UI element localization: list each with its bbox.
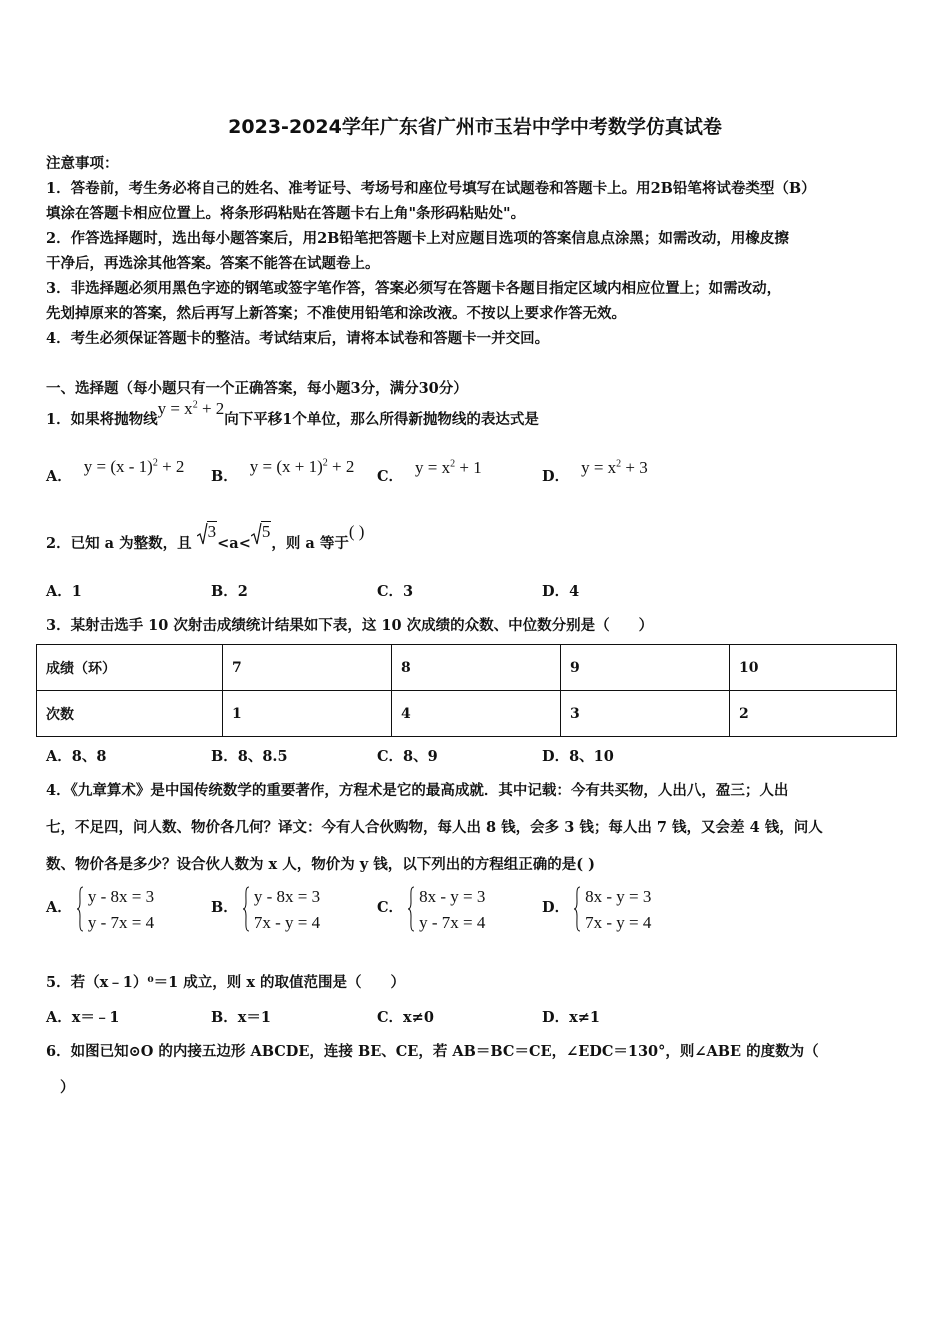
question-4-line: 数、物价各是多少？设合伙人数为 x 人，物价为 y 钱，以下列出的方程组正确的是( ) <box>46 856 596 873</box>
q2-option-b[interactable]: B．2 <box>211 583 248 600</box>
q2-option-a[interactable]: A．1 <box>46 583 82 600</box>
question-3-stem: 3．某射击选手 10 次射击成绩统计结果如下表，这 10 次成绩的众数、中位数分别是（ ） <box>46 617 654 634</box>
q2-option-c[interactable]: C．3 <box>377 583 414 600</box>
table-cell: 8 <box>392 645 561 691</box>
score-table <box>36 644 897 737</box>
notice-line: 干净后，再选涂其他答案。答案不能答在试题卷上。 <box>46 255 380 272</box>
q3-option-b[interactable]: B．8、8.5 <box>211 748 288 765</box>
q5-option-d[interactable]: D．x≠1 <box>542 1009 600 1026</box>
equation-system: y - 8x = 3 y - 7x = 4 <box>77 884 154 936</box>
q4-option-a[interactable]: A． y - 8x = 3 y - 7x = 4 <box>46 884 154 936</box>
q5-option-b[interactable]: B．x＝1 <box>211 1009 271 1026</box>
table-cell: 成绩（环） <box>37 645 223 691</box>
question-6-line: ） <box>60 1079 75 1096</box>
q5-option-c[interactable]: C．x≠0 <box>377 1009 434 1026</box>
equation-system: 8x - y = 3 y - 7x = 4 <box>408 884 485 936</box>
question-4-line: 七，不足四，问人数、物价各几何？译文：今有人合伙购物，每人出 8 钱，会多 3 钱；每人出 7 钱，又会差 4 钱，问人 <box>46 819 823 836</box>
table-row <box>37 645 897 691</box>
question-2-stem: 2．已知 a 为整数，且 3<a< 5，则 a 等于( ) <box>46 522 365 552</box>
q5-option-a[interactable]: A．x＝﹣1 <box>46 1009 120 1026</box>
section-heading: 一、选择题（每小题只有一个正确答案，每小题3分，满分30分） <box>46 380 468 397</box>
notice-line: 先划掉原来的答案，然后再写上新答案；不准使用铅笔和涂改液。不按以上要求作答无效。 <box>46 305 626 322</box>
q1-expression: $y = x^2 + 2$ <box>157 399 225 418</box>
table-cell: 10 <box>730 645 897 691</box>
table-cell: 4 <box>392 691 561 737</box>
question-5-stem: 5．若（x﹣1）⁰＝1 成立，则 x 的取值范围是（ ） <box>46 974 406 991</box>
q3-option-d[interactable]: D．8、10 <box>542 748 614 765</box>
table-cell: 7 <box>223 645 392 691</box>
sqrt-5: 5 <box>251 522 272 542</box>
equation-system: y - 8x = 3 7x - y = 4 <box>243 884 320 936</box>
notice-line: 1．答卷前，考生务必将自己的姓名、准考证号、考场号和座位号填写在试题卷和答题卡上。用2B铅笔将试卷类型（B） <box>46 180 816 197</box>
q1-option-a[interactable]: A．y = (x - 1)$^2$ + 2 <box>46 457 185 485</box>
table-cell: 1 <box>223 691 392 737</box>
notice-line: 2．作答选择题时，选出每小题答案后，用2B铅笔把答题卡上对应题目选项的答案信息点涂黑；如需改动，用橡皮擦 <box>46 230 789 247</box>
notice-line: 3．非选择题必须用黑色字迹的钢笔或签字笔作答，答案必须写在答题卡各题目指定区域内相应位置上；如需改动， <box>46 280 782 297</box>
q1-option-c[interactable]: C． $y = x^2 + 1$ <box>377 458 482 485</box>
notice-line: 填涂在答题卡相应位置上。将条形码粘贴在答题卡右上角"条形码粘贴处"。 <box>46 205 526 222</box>
q4-option-b[interactable]: B． y - 8x = 3 7x - y = 4 <box>211 884 320 936</box>
table-row <box>37 691 897 737</box>
question-6-line: 6．如图已知⊙O 的内接五边形 ABCDE，连接 BE、CE，若 AB＝BC＝CE，∠EDC＝130°，则∠ABE 的度数为（ <box>46 1043 819 1060</box>
sqrt-3: 3 <box>197 522 218 542</box>
table-cell: 次数 <box>37 691 223 737</box>
equation-system: 8x - y = 3 7x - y = 4 <box>574 884 651 936</box>
q1-option-b[interactable]: B．$y = (x + 1)^2 + 2$ <box>211 457 355 485</box>
question-1-stem: 1．如果将抛物线$y = x^2 + 2$向下平移1个单位，那么所得新抛物线的表达式是 <box>46 399 539 428</box>
q3-option-c[interactable]: C．8、9 <box>377 748 438 765</box>
notice-heading: 注意事项： <box>46 155 119 172</box>
q3-option-a[interactable]: A．8、8 <box>46 748 107 765</box>
q2-option-d[interactable]: D．4 <box>542 583 580 600</box>
q1-option-d[interactable]: D． $y = x^2 + 3$ <box>542 458 648 485</box>
q4-option-c[interactable]: C． 8x - y = 3 y - 7x = 4 <box>377 884 485 936</box>
question-4-line: 4．《九章算术》是中国传统数学的重要著作，方程术是它的最高成就．其中记载：今有共买物，人出八，盈三；人出 <box>46 782 789 799</box>
q4-option-d[interactable]: D． 8x - y = 3 7x - y = 4 <box>542 884 651 936</box>
table-cell: 3 <box>561 691 730 737</box>
notice-line: 4．考生必须保证答题卡的整洁。考试结束后，请将本试卷和答题卡一并交回。 <box>46 330 550 347</box>
page-title: 2023-2024学年广东省广州市玉岩中学中考数学仿真试卷 <box>228 116 722 138</box>
table-cell: 9 <box>561 645 730 691</box>
table-cell: 2 <box>730 691 897 737</box>
